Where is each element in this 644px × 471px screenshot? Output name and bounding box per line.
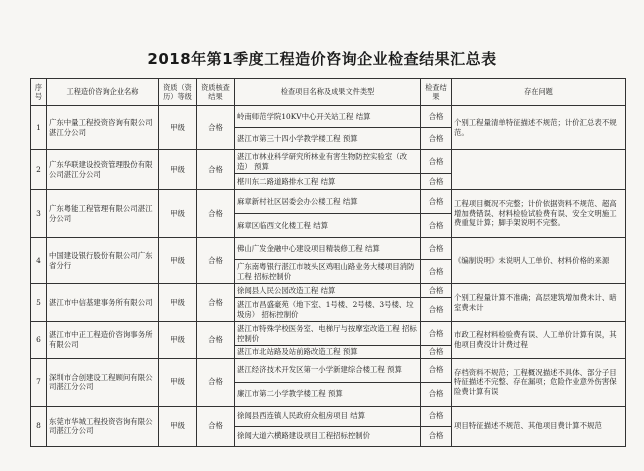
row-seq: 1 [31, 106, 47, 150]
header-project: 检查项目名称及成果文件类型 [235, 79, 421, 106]
header-grade: 资质（资历）等级 [159, 79, 197, 106]
row-seq: 5 [31, 284, 47, 322]
row-issues: 市政工程材料检验费有误、人工单价计算有误，其他项目费没计计费过程 [452, 322, 626, 359]
table-row [31, 150, 626, 174]
header-seq: 序号 [31, 79, 47, 106]
row-company: 湛江市中信基建事务所有限公司 [47, 284, 159, 322]
row-result: 合格 [421, 174, 452, 190]
table-row [31, 284, 626, 298]
row-result: 合格 [421, 426, 452, 446]
row-project: 徐闻县人民公园改造工程 结算 [235, 284, 421, 298]
row-result: 合格 [421, 150, 452, 174]
row-grade: 甲级 [159, 322, 197, 359]
row-company: 深圳市合创建设工程顾问有限公司湛江分公司 [47, 358, 159, 406]
row-result: 合格 [421, 284, 452, 298]
row-project: 徐闻县西连镇人民政府众租房项目 结算 [235, 406, 421, 426]
table-row [31, 106, 626, 128]
row-result: 合格 [421, 358, 452, 382]
row-seq: 6 [31, 322, 47, 359]
row-grade: 甲级 [159, 238, 197, 284]
header-issues: 存在问题 [452, 79, 626, 106]
row-issues: 《编制说明》未说明人工单价、材料价格的来源 [452, 238, 626, 284]
row-issues: 个别工程量计算不准确；高层建筑增加费未计、暗室费未计 [452, 284, 626, 322]
row-result: 合格 [421, 106, 452, 128]
row-company: 广东粤能工程管理有限公司湛江分公司 [47, 190, 159, 238]
header-result: 检查结果 [421, 79, 452, 106]
row-project: 湛江经济技术开发区第一小学新建综合楼工程 预算 [235, 358, 421, 382]
row-issues: 个别工程量清单特征描述不规范；计价汇总表不规范。 [452, 106, 626, 150]
row-grade: 甲级 [159, 358, 197, 406]
row-project: 湛江市第三十四小学教学楼工程 预算 [235, 128, 421, 150]
row-seq: 8 [31, 406, 47, 446]
row-grade: 甲级 [159, 190, 197, 238]
table-row [31, 358, 626, 382]
row-project: 麻章新村社区居委会办公楼工程 结算 [235, 190, 421, 214]
row-company: 中国建设银行股份有限公司广东省分行 [47, 238, 159, 284]
row-result: 合格 [421, 346, 452, 359]
row-result: 合格 [421, 382, 452, 406]
row-seq: 7 [31, 358, 47, 406]
row-company: 广东中量工程投资咨询有限公司湛江分公司 [47, 106, 159, 150]
row-issues: 工程项目概况不完整；计价依据资料不规范、超高增加费错误、材料检验试验费有误、安全文明施工费重复计算；脚手架说明不完整。 [452, 190, 626, 238]
header-company: 工程造价咨询企业名称 [47, 79, 159, 106]
row-project: 湛江市特殊学校医务室、电梯厅与按摩室改造工程 招标控制价 [235, 322, 421, 346]
row-result: 合格 [421, 298, 452, 322]
row-project: 广东南粤银行湛江市坡头区鸡咀山路业务大楼项目消防工程 招标控制价 [235, 260, 421, 284]
row-result: 合格 [421, 238, 452, 260]
row-grade: 甲级 [159, 106, 197, 150]
row-project: 佛山广发金融中心建设项目精装修工程 结算 [235, 238, 421, 260]
row-quality: 合格 [197, 358, 235, 406]
row-grade: 甲级 [159, 406, 197, 446]
row-seq: 2 [31, 150, 47, 190]
row-company: 广东华联建设投资管理股份有限公司湛江分公司 [47, 150, 159, 190]
row-result: 合格 [421, 260, 452, 284]
row-company: 东莞市华城工程投资咨询有限公司湛江分公司 [47, 406, 159, 446]
row-result: 合格 [421, 214, 452, 238]
table-row [31, 406, 626, 426]
table-row [31, 322, 626, 346]
row-quality: 合格 [197, 322, 235, 359]
row-quality: 合格 [197, 406, 235, 446]
row-quality: 合格 [197, 190, 235, 238]
row-project: 麻章区临西文化楼工程 结算 [235, 214, 421, 238]
table-header-row [31, 79, 626, 106]
row-issues [452, 150, 626, 190]
inspection-results-table [30, 78, 626, 447]
row-result: 合格 [421, 128, 452, 150]
row-project: 徐闻大道六横路建设项目工程招标控制价 [235, 426, 421, 446]
row-result: 合格 [421, 190, 452, 214]
row-grade: 甲级 [159, 284, 197, 322]
row-issues: 项目特征描述不规范、其他项目费计算不规范 [452, 406, 626, 446]
header-quality: 资质核查结果 [197, 79, 235, 106]
table-row [31, 238, 626, 260]
row-seq: 3 [31, 190, 47, 238]
row-result: 合格 [421, 322, 452, 346]
row-project: 岭南师范学院10KV中心开关站工程 结算 [235, 106, 421, 128]
row-quality: 合格 [197, 150, 235, 190]
table-row [31, 190, 626, 214]
page-title: 2018年第1季度工程造价咨询企业检查结果汇总表 [147, 50, 497, 68]
row-project: 湛江市林业科学研究所林业有害生物防控实验室（改造） 预算 [235, 150, 421, 174]
row-company: 湛江市中正工程造价咨询事务所有限公司 [47, 322, 159, 359]
row-seq: 4 [31, 238, 47, 284]
row-issues: 存档资料不规范；工程概况描述不具体、部分子目特征描述不完整、存在漏项；危险作业意外伤害保险费计算有误 [452, 358, 626, 406]
row-project: 廉江市第二小学教学楼工程 预算 [235, 382, 421, 406]
row-quality: 合格 [197, 238, 235, 284]
row-project: 椹川东二路道路排水工程 结算 [235, 174, 421, 190]
row-project: 湛江市北站路及站前路改造工程 预算 [235, 346, 421, 359]
row-grade: 甲级 [159, 150, 197, 190]
row-result: 合格 [421, 406, 452, 426]
row-quality: 合格 [197, 284, 235, 322]
row-quality: 合格 [197, 106, 235, 150]
row-project: 湛江市昌盛豪苑（地下室、1号楼、2号楼、3号楼、垃圾房） 招标控制价 [235, 298, 421, 322]
